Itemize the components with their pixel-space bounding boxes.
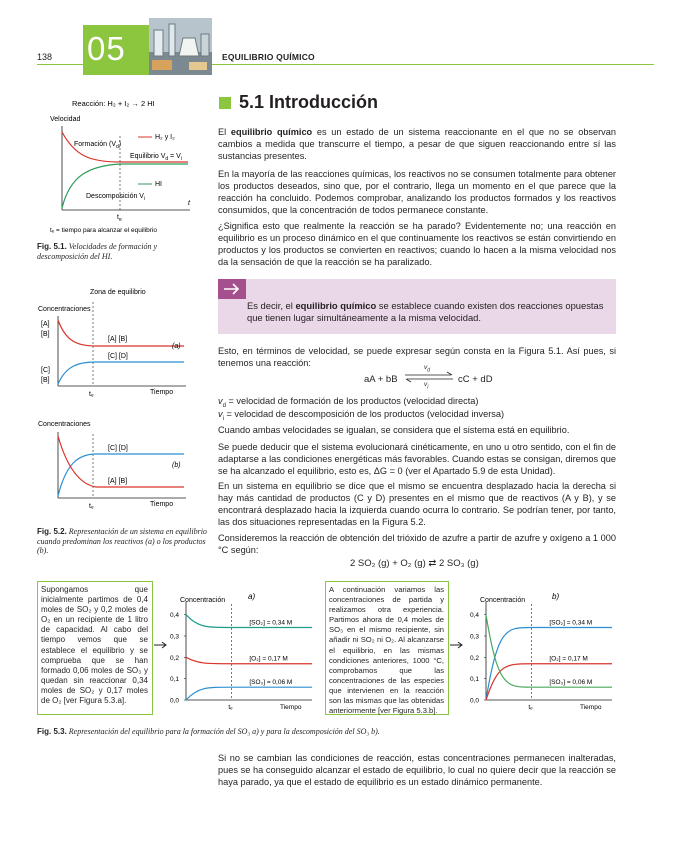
fig51-hi-label: HI — [155, 181, 162, 188]
paragraph-1: El equilibrio químico es un estado de un sistema reaccionante en el que no se observan cambios a medida que transcurre el tiempo, a pesar de que siguen reaccionando entre sí las sustancias presentes. — [218, 127, 616, 161]
equation-so3: 2 SO₂ (g) + O₂ (g) ⇄ 2 SO₃ (g) — [350, 558, 479, 569]
chapter-title: EQUILIBRIO QUÍMICO — [222, 52, 315, 62]
chart1-ytick-label-3: 0,3 — [470, 633, 480, 641]
fig53-caption: Fig. 5.3. Representación del equilibrio para la formación del SO₃ a) y para la descomposición del SO₃ b). — [37, 727, 380, 736]
paragraph-9: Si no se cambian las condiciones de reacción, estas concentraciones permanecen inalteradas, pues se ha conseguido alcanzar el estado de equilibrio, lo cual no quiere decir que la reacción se haya parado, ya que el estado de equilibrio es un estado dinámico permanente. — [218, 753, 616, 787]
chart0-ytick-label-4: 0,4 — [170, 612, 180, 620]
fig51-decomposition-curve — [62, 164, 188, 208]
definition-arrow-tab — [218, 279, 246, 299]
fig52a-CD: [C] [D] — [108, 353, 128, 360]
chart1-ylabel: Concentración — [480, 597, 526, 604]
arrow-icon — [218, 279, 246, 299]
fig53-arrow-a-icon — [153, 640, 169, 650]
fig53-chart-b — [468, 590, 618, 716]
eq-vi-label: $v_i$ — [424, 381, 429, 391]
fig51-equilibrio-label: Equilibrio $V_d = V_i$ — [130, 153, 182, 162]
chart0-series-1-label: [O₂] = 0,17 M — [249, 655, 288, 663]
fig51-descomposicion-label: Descomposición $V_i$ — [86, 193, 146, 202]
fig52a-te: tₑ — [89, 391, 94, 398]
fig52-ylabel-b: Concentraciones — [38, 421, 91, 428]
paragraph-3: ¿Significa esto que realmente la reacción se ha parado? Evidentemente no; una reacción en equilibrio es un proceso dinámico en el que continuamente los reactivos se están convirtiendo en productos y los productos se convierten en reactivos; cuando lo hacen a la misma velocidad nos da la sensación de que la reacción se ha paralizado. — [218, 221, 616, 267]
chart0-ytick-label-1: 0,1 — [170, 676, 180, 684]
chart0-ylabel: Concentración — [180, 597, 226, 604]
chart1-ytick-label-4: 0,4 — [470, 612, 480, 620]
paragraph-6: Se puede deducir que el sistema evolucionará cinéticamente, en uno u otro sentido, con el fin de adaptarse a las condiciones energéticas más favorables. Cuando estas se consigan, diremos que se ha alcanzado el equilibrio, esto es, ΔG = 0 (ver el Apartado 5.9 de esta Unidad). — [218, 442, 616, 476]
lab-photo-illustration — [149, 18, 212, 75]
chart0-series-2-line — [186, 687, 312, 700]
chart1-series-2-label: [SO₃] = 0,06 M — [549, 679, 593, 687]
fig52a-AB: [A] [B] — [108, 336, 128, 343]
fig53-text-a: Supongamos que inicialmente partimos de 0,4 moles de SO₂ y 0,2 moles de O₂ en un recipiente de 1 litro de capacidad. Al cabo del tiempo vemos que se establece el equilibrio y se comprueba que se han formado 0,06 moles de SO₃ y quedan sin reaccionar 0,34 moles de SO₂ y 0,17 moles de O₂ [ver Figura 5.3.a]. — [41, 585, 148, 706]
chart1-ytick-label-0: 0,0 — [470, 697, 480, 705]
fig53-text-b: A continuación variamos las concentraciones de partida y realizamos otra experiencia. Partimos ahora de 0,4 moles de SO₃ en el mismo recipiente, sin añadir ni SO₂ ni O₂. Al alcanzarse el equilibrio, en las mismas condiciones anteriores, 1000 °C, comprobamos que las concentraciones de las especies que intervienen en la reacción son las mismas que las obtenidas anteriormente [ver Figura 5.3.b]. — [329, 585, 444, 716]
fig52-zone: Zona de equilibrio — [90, 289, 146, 296]
fig52a-B2: [B] — [41, 377, 50, 384]
paragraph-5: Cuando ambas velocidades se igualan, se considera que el sistema está en equilibrio. — [218, 425, 570, 435]
chart0-series-2-label: [SO₃] = 0,06 M — [249, 679, 293, 687]
fig53-arrow-b-icon — [449, 640, 465, 650]
chart0-te-label: tₑ — [228, 704, 233, 711]
header-lab-photo — [149, 18, 212, 75]
equation-products: cC + dD — [458, 374, 493, 385]
chart1-te-label: tₑ — [528, 704, 533, 711]
chart0-xlabel: Tiempo — [280, 704, 302, 711]
chart1-series-1-label: [O₂] = 0,17 M — [549, 655, 588, 663]
chart1-title: b) — [552, 592, 560, 601]
section-marker — [219, 97, 231, 109]
equation-reactants: aA + bB — [364, 374, 398, 385]
fig52-caption: Fig. 5.2. Representación de un sistema en equilibrio cuando predominan los reactivos (a) o los productos (b). — [37, 527, 207, 555]
fig51-h2i2-label: H₂ y I₂ — [155, 134, 175, 141]
figure-5-2 — [36, 284, 214, 518]
fig51-t-label: t — [188, 200, 190, 207]
chart1-xlabel: Tiempo — [580, 704, 602, 711]
chart1-series-0-label: [SO₂] = 0,34 M — [549, 619, 593, 627]
fig51-te-label: $t_e$ — [117, 214, 122, 223]
fig52b-te: tₑ — [89, 503, 94, 510]
fig52a-C: [C] — [41, 367, 50, 374]
page-number: 138 — [37, 52, 53, 62]
fig52a-A: [A] — [41, 321, 50, 328]
paragraph-4: Esto, en términos de velocidad, se puede expresar según consta en la Figura 5.1. Así pues, si tenemos una reacción: — [218, 346, 616, 368]
fig52-ylabel-a: Concentraciones — [38, 306, 91, 313]
fig52a-B: [B] — [41, 331, 50, 338]
figure-5-1 — [40, 96, 210, 236]
fig51-formacion-label: Formación $(V_d)$ — [74, 141, 122, 150]
definition-text: Es decir, el equilibrio químico se establece cuando existen dos reacciones opuestas que tienen lugar simultáneamente a la misma velocidad. — [247, 300, 604, 323]
fig52b-CD: [C] [D] — [108, 445, 128, 452]
fig52b-AB: [A] [B] — [108, 478, 128, 485]
fig53-chart-a — [168, 590, 318, 716]
chart0-ytick-label-0: 0,0 — [170, 697, 180, 705]
chart0-ytick-label-3: 0,3 — [170, 633, 180, 641]
chart0-title: a) — [248, 592, 256, 601]
chart0-ytick-label-2: 0,2 — [170, 654, 180, 662]
paragraph-2: En la mayoría de las reacciones químicas, los reactivos no se consumen totalmente para obtener los productos deseados, sino que, por el contrario, llega un momento en el que parece que la reacción ha concluido. Podemos comprobar, analizando los productos formados y los reactivos consumidos, que la concentración de todos permanece constante. — [218, 169, 616, 215]
eq-vd-label: $v_d$ — [424, 364, 431, 374]
chart1-ytick-label-2: 0,2 — [470, 654, 480, 662]
paragraph-8: Consideremos la reacción de obtención del trióxido de azufre a partir de azufre y oxígeno a 1 000 °C según: — [218, 533, 616, 555]
fig52-tag-b: (b) — [172, 462, 181, 469]
fig52-tag-a: (a) — [172, 343, 181, 350]
vi-definition: $v_i$ = velocidad de descomposición de los productos (velocidad inversa) — [218, 409, 505, 422]
section-title: 5.1 Introducción — [239, 92, 379, 112]
chart0-series-0-label: [SO₂] = 0,34 M — [249, 619, 293, 627]
chapter-number: 05 — [87, 30, 126, 67]
fig51-ylabel: Velocidad — [50, 116, 81, 123]
chart1-ytick-label-1: 0,1 — [470, 676, 480, 684]
fig52b-tiempo: Tiempo — [150, 501, 174, 508]
fig52a-tiempo: Tiempo — [150, 389, 174, 396]
fig51-reaction: Reacción: H₂ + I₂ → 2 HI — [72, 99, 155, 108]
vd-definition: $v_d$ = velocidad de formación de los productos (velocidad directa) — [218, 396, 479, 409]
paragraph-7: En un sistema en equilibrio se dice que el mismo se encuentra desplazado hacia la derecha si hay más cantidad de productos (C y D) presentes en el mismo que de reactivos (A y B), y se encontrará desplazado hacia la izquierda cuando ocurra lo contrario. Se podrían tener, por tanto, las dos situaciones representadas en la Figura 5.2. — [218, 481, 616, 527]
fig52a-products-curve — [58, 362, 184, 384]
fig51-caption: Fig. 5.1. Velocidades de formación y descomposición del HI. — [37, 242, 157, 261]
fig51-note: tₑ = tiempo para alcanzar el equilibrio — [50, 227, 158, 234]
